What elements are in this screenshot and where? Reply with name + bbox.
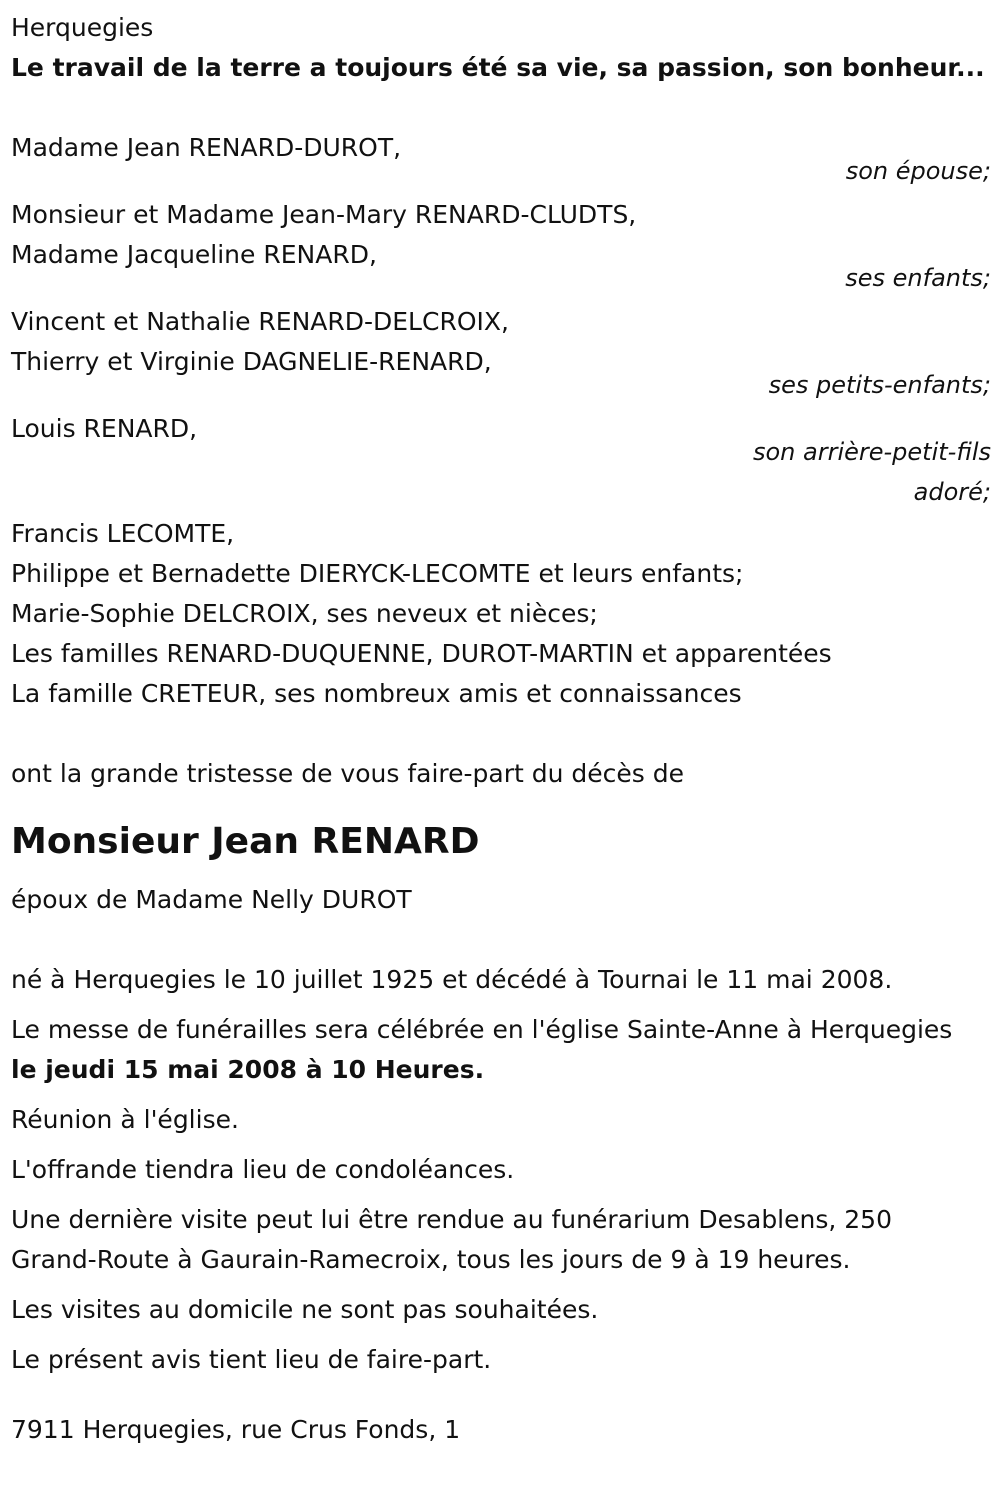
spouse-role: son épouse; <box>845 157 991 185</box>
relative-line: Francis LECOMTE, <box>11 519 235 548</box>
birth-death-dates: né à Herquegies le 10 juillet 1925 et décédé à Tournai le 11 mai 2008. <box>11 965 893 994</box>
great-grandchild-name: Louis RENARD, <box>11 414 198 443</box>
funeral-info <box>11 1010 971 1090</box>
funeral-text: Le messe de funérailles sera célébrée en l'église Sainte-Anne à Herquegies <box>11 1015 953 1044</box>
children-role: ses enfants; <box>845 264 991 292</box>
visit-info: Une dernière visite peut lui être rendue au funérarium Desablens, 250 Grand-Route à Gaurain-Ramecroix, tous les jours de 9 à 19 heures. <box>11 1205 892 1274</box>
spouse-of: époux de Madame Nelly DUROT <box>11 885 412 914</box>
deceased-name: Monsieur Jean RENARD <box>11 821 480 862</box>
relative-line: Philippe et Bernadette DIERYCK-LECOMTE et leurs enfants; <box>11 559 744 588</box>
relative-line: Marie-Sophie DELCROIX, ses neveux et nièces; <box>11 599 598 628</box>
announcement: ont la grande tristesse de vous faire-part du décès de <box>11 759 684 788</box>
notice-info: Le présent avis tient lieu de faire-part. <box>11 1345 492 1374</box>
grandchild-name: Thierry et Virginie DAGNELIE-RENARD, <box>11 347 492 376</box>
grandchildren-role: ses petits-enfants; <box>768 371 991 399</box>
meeting-info: Réunion à l'église. <box>11 1105 239 1134</box>
relative-line: La famille CRETEUR, ses nombreux amis et connaissances <box>11 679 742 708</box>
obituary-notice <box>11 8 991 1450</box>
offering-info: L'offrande tiendra lieu de condoléances. <box>11 1155 515 1184</box>
home-visits-info: Les visites au domicile ne sont pas souhaitées. <box>11 1295 599 1324</box>
relative-line: Les familles RENARD-DUQUENNE, DUROT-MARTIN et apparentées <box>11 639 832 668</box>
address: 7911 Herquegies, rue Crus Fonds, 1 <box>11 1415 461 1444</box>
great-grandchild-role-cont: adoré; <box>913 478 991 506</box>
great-grandchild-role: son arrière-petit-fils <box>752 438 991 466</box>
motto: Le travail de la terre a toujours été sa vie, sa passion, son bonheur... <box>11 53 985 82</box>
child-name: Madame Jacqueline RENARD, <box>11 240 377 269</box>
spouse-name: Madame Jean RENARD-DUROT, <box>11 133 402 162</box>
grandchild-name: Vincent et Nathalie RENARD-DELCROIX, <box>11 307 509 336</box>
child-name: Monsieur et Madame Jean-Mary RENARD-CLUDTS, <box>11 200 637 229</box>
funeral-date: le jeudi 15 mai 2008 à 10 Heures. <box>11 1055 485 1084</box>
place-heading: Herquegies <box>11 13 154 42</box>
